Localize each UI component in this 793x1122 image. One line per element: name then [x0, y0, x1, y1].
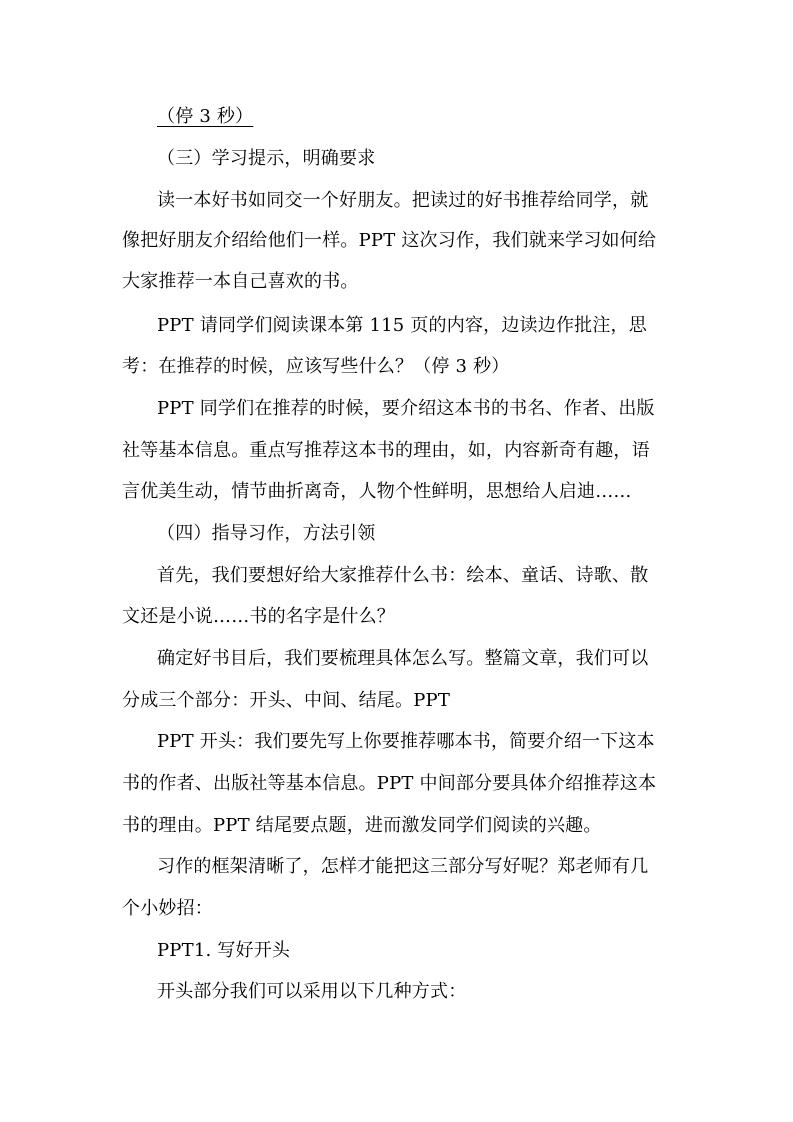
paragraph-line: 开头部分我们可以采用以下几种方式：	[157, 981, 467, 1002]
paragraph-line: 个小妙招：	[122, 898, 213, 919]
paragraph-line: 读一本好书如同交一个好朋友。把读过的好书推荐给同学，就	[157, 190, 649, 211]
paragraph-line: 大家推荐一本自己喜欢的书。	[122, 271, 359, 292]
paragraph-line: 书的作者、出版社等基本信息。PPT 中间部分要具体介绍推荐这本	[122, 773, 657, 794]
paragraph-line: 社等基本信息。重点写推荐这本书的理由，如，内容新奇有趣，语	[122, 440, 650, 461]
section-heading-4: （四）指导习作，方法引领	[157, 523, 376, 544]
paragraph-line: PPT 同学们在推荐的时候，要介绍这本书的书名、作者、出版	[157, 398, 655, 419]
paragraph-line: 分成三个部分：开头、中间、结尾。PPT	[122, 690, 451, 711]
pause-note: （停 3 秒）	[157, 106, 254, 127]
paragraph-line: 首先，我们要想好给大家推荐什么书：绘本、童话、诗歌、散	[157, 565, 649, 586]
section-heading-3: （三）学习提示，明确要求	[157, 148, 376, 169]
paragraph-line: 确定好书目后，我们要梳理具体怎么写。整篇文章，我们可以	[157, 648, 649, 669]
paragraph-line: 像把好朋友介绍给他们一样。PPT 这次习作，我们就来学习如何给	[122, 230, 657, 251]
paragraph-line: 习作的框架清晰了，怎样才能把这三部分写好呢？郑老师有几	[157, 856, 649, 877]
paragraph-line: 书的理由。PPT 结尾要点题，进而激发同学们阅读的兴趣。	[122, 815, 602, 836]
subheading-line: PPT1. 写好开头	[157, 940, 291, 961]
paragraph-line: 言优美生动，情节曲折离奇，人物个性鲜明，思想给人启迪……	[122, 481, 632, 502]
paragraph-line: 文还是小说……书的名字是什么？	[122, 606, 395, 627]
paragraph-line: PPT 请同学们阅读课本第 115 页的内容，边读边作批注，思	[157, 315, 647, 336]
paragraph-line: PPT 开头：我们要先写上你要推荐哪本书，简要介绍一下这本	[157, 731, 655, 752]
paragraph-line: 考：在推荐的时候，应该写些什么？（停 3 秒）	[122, 356, 510, 377]
